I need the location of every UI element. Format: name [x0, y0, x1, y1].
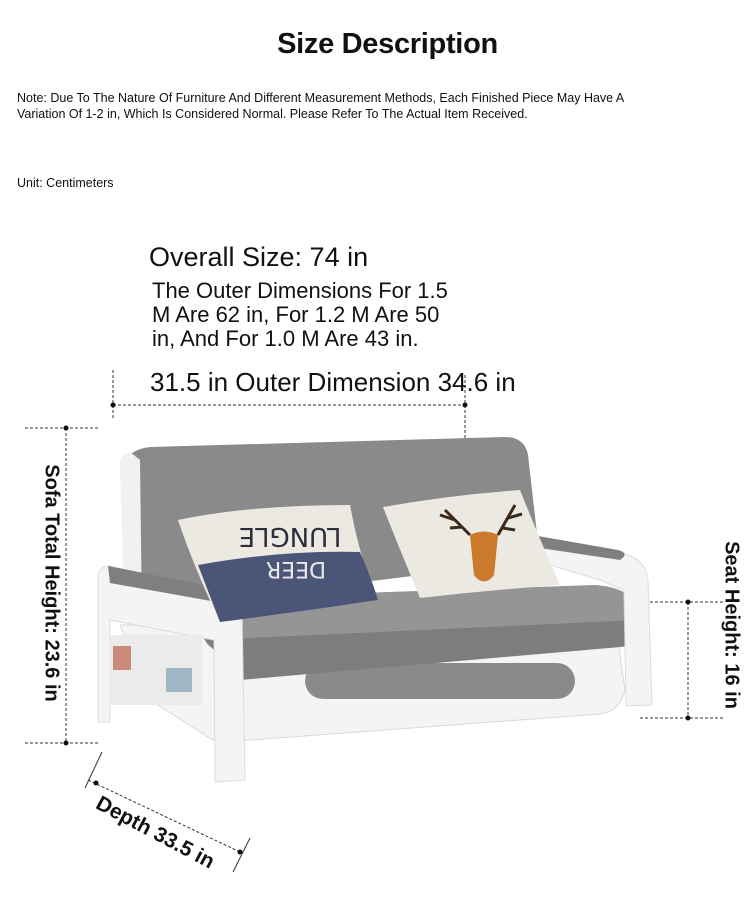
seat-height-label: Seat Height: 16 in: [720, 541, 743, 709]
outer-dimension-range-label: 31.5 in Outer Dimension 34.6 in: [150, 367, 516, 397]
sofa-total-height-label: Sofa Total Height: 23.6 in: [40, 464, 63, 702]
note-text: Note: Due To The Nature Of Furniture And Different Measurement Methods, Each Finished Piece May Have A Variation Of 1-2 in, Which Is Considered Normal. Please Refer To The Actual Item Received.: [17, 91, 624, 121]
overall-size-label: Overall Size: 74 in: [149, 242, 369, 272]
sofa: [98, 437, 652, 782]
unit-text: Unit: Centimeters: [17, 176, 114, 190]
pillow-text-1: LUNGLE: [238, 521, 342, 551]
depth-label: Depth 33.5 in: [92, 791, 219, 874]
outer-dimensions-label: The Outer Dimensions For 1.5 M Are 62 in, For 1.2 M Are 50 in, And For 1.0 M Are 43 in.: [152, 278, 448, 351]
page-title: Size Description: [277, 28, 498, 60]
pillow-text-2: DEER: [265, 556, 327, 581]
